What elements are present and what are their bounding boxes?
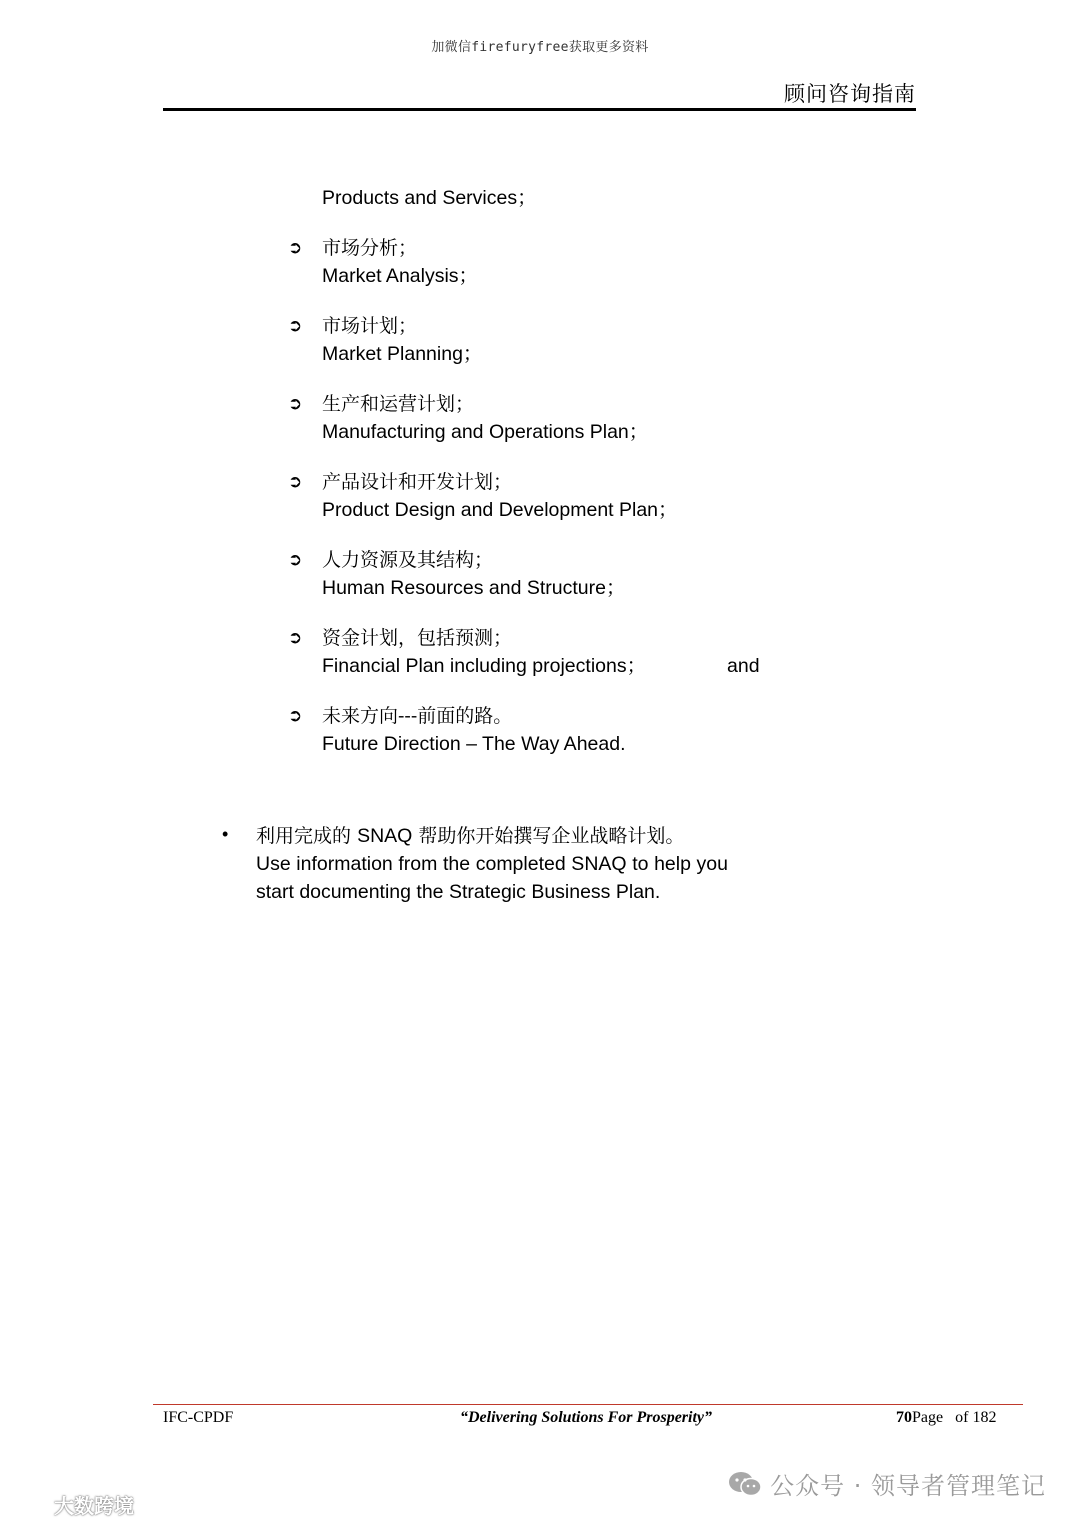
- top-watermark: 加微信firefuryfree获取更多资料: [431, 40, 649, 55]
- corner-watermark: [8, 1490, 134, 1519]
- item-zh: 资金计划，包括预测；: [322, 627, 513, 649]
- page-total: of 182: [955, 1409, 997, 1426]
- bullet-zh-after: 帮助你开始撰写企业战略计划。: [418, 825, 685, 847]
- bullet-zh: [256, 822, 728, 850]
- item-en: Market Analysis；: [322, 265, 479, 287]
- page-number: 70: [896, 1409, 912, 1426]
- list-item: [288, 468, 748, 524]
- arrow-right-circle-icon: ➲: [288, 706, 303, 726]
- brand-logo-icon: [8, 1493, 48, 1517]
- bullet-dot-icon: •: [222, 824, 229, 844]
- item-en: Manufacturing and Operations Plan；: [322, 421, 649, 443]
- arrow-right-circle-icon: ➲: [288, 472, 303, 492]
- item-zh: 生产和运营计划；: [322, 393, 475, 415]
- plan-sections-list: [288, 184, 760, 780]
- item-en: Product Design and Development Plan；: [322, 499, 678, 521]
- list-item: [288, 702, 748, 758]
- footer-slogan: “Delivering Solutions For Prosperity”: [460, 1409, 713, 1426]
- bullet-zh-snaq: SNAQ: [357, 825, 413, 847]
- item-en: Products and Services；: [322, 187, 537, 209]
- item-zh: 产品设计和开发计划；: [322, 471, 513, 493]
- item-zh: 市场计划；: [322, 315, 418, 337]
- list-item: [288, 312, 748, 368]
- item-en: Human Resources and Structure；: [322, 577, 626, 599]
- item-en: Market Planning；: [322, 343, 483, 365]
- list-item: [288, 546, 748, 602]
- arrow-right-circle-icon: ➲: [288, 550, 303, 570]
- page-header-title: 顾问咨询指南: [784, 82, 916, 106]
- list-item: [288, 390, 748, 446]
- footer-page-info: [896, 1409, 996, 1427]
- item-en: Future Direction – The Way Ahead.: [322, 733, 626, 755]
- page-label: Page: [912, 1409, 944, 1426]
- item-en-suffix: and: [727, 655, 760, 677]
- arrow-right-circle-icon: ➲: [288, 628, 303, 648]
- footer-org: IFC-CPDF: [163, 1409, 234, 1426]
- bullet-zh-before: 利用完成的: [256, 825, 352, 847]
- list-item: [288, 234, 748, 290]
- list-item: [288, 624, 760, 680]
- wechat-account-name: 公众号 · 领导者管理笔记: [770, 1472, 1046, 1500]
- bullet-en: Use information from the completed SNAQ to help you start documenting the Strategic Business Plan.: [256, 853, 728, 903]
- arrow-right-circle-icon: ➲: [288, 316, 303, 336]
- wechat-icon: [728, 1471, 762, 1497]
- arrow-right-circle-icon: ➲: [288, 238, 303, 258]
- header-rule: [163, 108, 916, 111]
- item-en: [322, 652, 760, 680]
- item-en-text: Financial Plan including projections；: [322, 655, 647, 677]
- item-zh: 未来方向---前面的路。: [322, 705, 513, 727]
- corner-watermark-text: 大数跨境: [54, 1494, 134, 1518]
- footer-rule: [153, 1404, 1023, 1405]
- bullet-paragraph: [222, 822, 732, 906]
- arrow-right-circle-icon: ➲: [288, 394, 303, 414]
- wechat-watermark: [728, 1466, 1046, 1501]
- item-zh: 市场分析；: [322, 237, 418, 259]
- item-zh: 人力资源及其结构；: [322, 549, 494, 571]
- list-item-intro: [288, 184, 748, 212]
